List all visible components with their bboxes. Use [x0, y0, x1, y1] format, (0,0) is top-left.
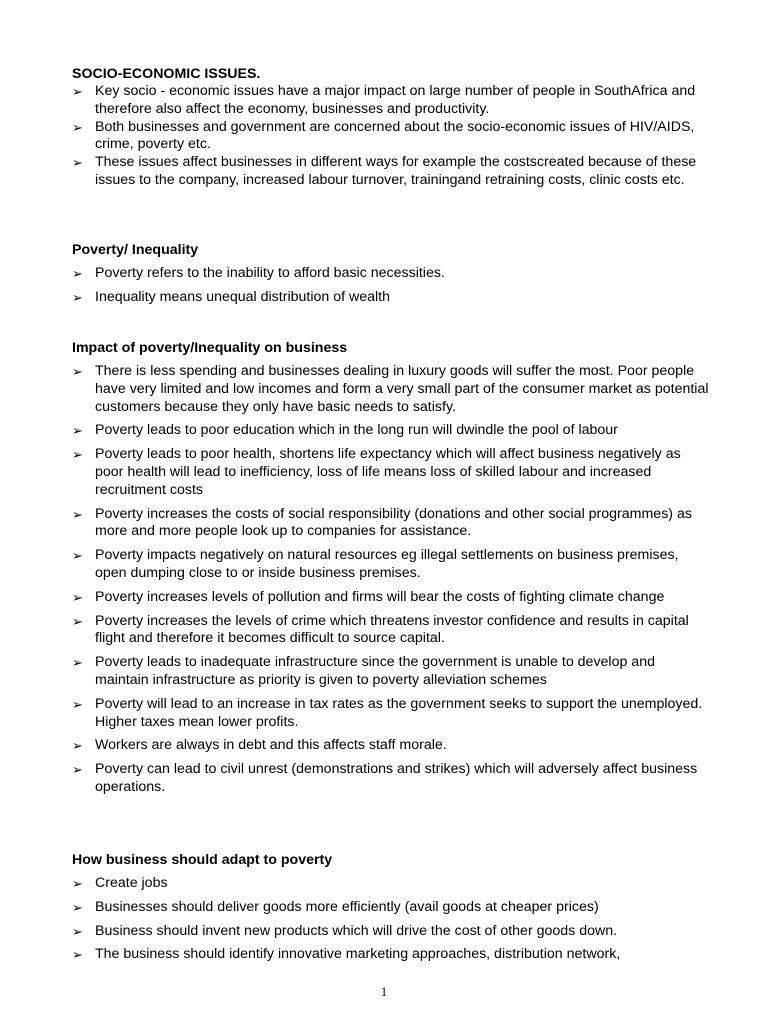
list-item-text: Poverty leads to poor education which in the long run will dwindle the pool of labour [95, 422, 618, 439]
list-item-text: Poverty impacts negatively on natural resources eg illegal settlements on business premises, open dumping close to or inside business premises. [95, 547, 679, 581]
list-item [72, 547, 712, 583]
list-item-text: Key socio - economic issues have a major impact on large number of people in SouthAfrica and therefore also affect the economy, businesses and productivity. [95, 83, 696, 117]
arrow-bullet-icon: ➢ [72, 613, 83, 629]
section-poverty-inequality [72, 242, 712, 313]
bullet-list [72, 875, 712, 964]
page-number: 1 [380, 985, 388, 999]
list-item [72, 613, 712, 649]
list-item-text: Poverty increases levels of pollution and firms will bear the costs of fighting climate change [95, 588, 665, 605]
arrow-bullet-icon: ➢ [72, 738, 83, 754]
section-heading: Impact of poverty/Inequality on business [72, 340, 348, 356]
list-item [72, 737, 712, 755]
list-item [72, 154, 712, 190]
list-item [72, 946, 712, 964]
list-item [72, 654, 712, 690]
list-item [72, 589, 712, 607]
section-heading: Poverty/ Inequality [72, 242, 199, 258]
list-item-text: Poverty refers to the inability to afford basic necessities. [95, 265, 445, 281]
list-item [72, 363, 712, 416]
arrow-bullet-icon: ➢ [72, 423, 83, 439]
bullet-list [72, 265, 712, 307]
list-item-text: Inequality means unequal distribution of wealth [95, 288, 390, 305]
section-impact-on-business [72, 340, 712, 803]
arrow-bullet-icon: ➢ [72, 364, 83, 379]
list-item [72, 923, 712, 941]
list-item [72, 506, 712, 542]
arrow-bullet-icon: ➢ [72, 447, 83, 463]
list-item [72, 899, 712, 917]
list-item-text: Poverty will lead to an increase in tax rates as the government seeks to support the unemployed. Higher taxes mean lower profits. [95, 695, 703, 730]
list-item [72, 875, 712, 893]
arrow-bullet-icon: ➢ [72, 923, 83, 939]
list-item-text: Workers are always in debt and this affects staff morale. [95, 737, 447, 754]
section-how-business-should-adapt [72, 852, 712, 970]
arrow-bullet-icon: ➢ [72, 696, 83, 712]
list-item [72, 83, 712, 119]
arrow-bullet-icon: ➢ [72, 947, 83, 963]
list-item-text: Poverty increases the levels of crime which threatens investor confidence and results in capital flight and therefore it becomes difficult to source capital. [95, 612, 689, 647]
list-item-text: Poverty increases the costs of social responsibility (donations and other social programmes) as more and more people look up to companies for assistance. [95, 505, 692, 540]
arrow-bullet-icon: ➢ [72, 266, 83, 281]
arrow-bullet-icon: ➢ [72, 762, 83, 778]
list-item-text: These issues affect businesses in different ways for example the costscreated because of these issues to the company, increased labour turnover, trainingand retraining costs, clinic costs etc. [95, 154, 697, 188]
list-item-text: Business should invent new products which will drive the cost of other goods down. [95, 922, 618, 939]
list-item-text: The business should identify innovative marketing approaches, distribution network, [95, 946, 621, 963]
list-item-text: Poverty leads to poor health, shortens life expectancy which will affect business negatively as poor health will lead to inefficiency, loss of life means loss of skilled labour and increased recruitment costs [95, 446, 681, 498]
list-item [72, 446, 712, 499]
list-item-text: Poverty leads to inadequate infrastructure since the government is unable to develop and maintain infrastructure as priority is given to poverty alleviation schemes [95, 654, 655, 688]
arrow-bullet-icon: ➢ [72, 155, 83, 171]
list-item [72, 696, 712, 732]
list-item-text: Create jobs [95, 875, 168, 891]
list-item [72, 289, 712, 307]
arrow-bullet-icon: ➢ [72, 506, 83, 522]
arrow-bullet-icon: ➢ [72, 655, 83, 671]
section-heading: SOCIO-ECONOMIC ISSUES. [72, 66, 261, 82]
section-heading: How business should adapt to poverty [72, 852, 333, 868]
arrow-bullet-icon: ➢ [72, 899, 83, 915]
list-item [72, 119, 712, 155]
list-item-text: Both businesses and government are concerned about the socio-economic issues of HIV/AIDS, crime, poverty etc. [95, 118, 695, 153]
arrow-bullet-icon: ➢ [72, 84, 83, 99]
section-socio-economic-issues [72, 66, 712, 190]
list-item-text: There is less spending and businesses dealing in luxury goods will suffer the most. Poor people have very limited and low incomes and form a very small part of the consumer market as potential customers because they only have basic needs to satisfy. [95, 363, 709, 415]
arrow-bullet-icon: ➢ [72, 548, 83, 564]
bullet-list [72, 83, 712, 190]
arrow-bullet-icon: ➢ [72, 589, 83, 605]
arrow-bullet-icon: ➢ [72, 876, 83, 891]
list-item [72, 761, 712, 797]
list-item [72, 265, 712, 283]
arrow-bullet-icon: ➢ [72, 289, 83, 305]
list-item [72, 422, 712, 440]
list-item-text: Poverty can lead to civil unrest (demonstrations and strikes) which will adversely affect business operations. [95, 761, 698, 795]
bullet-list [72, 363, 712, 797]
arrow-bullet-icon: ➢ [72, 119, 83, 135]
list-item-text: Businesses should deliver goods more efficiently (avail goods at cheaper prices) [95, 898, 599, 915]
